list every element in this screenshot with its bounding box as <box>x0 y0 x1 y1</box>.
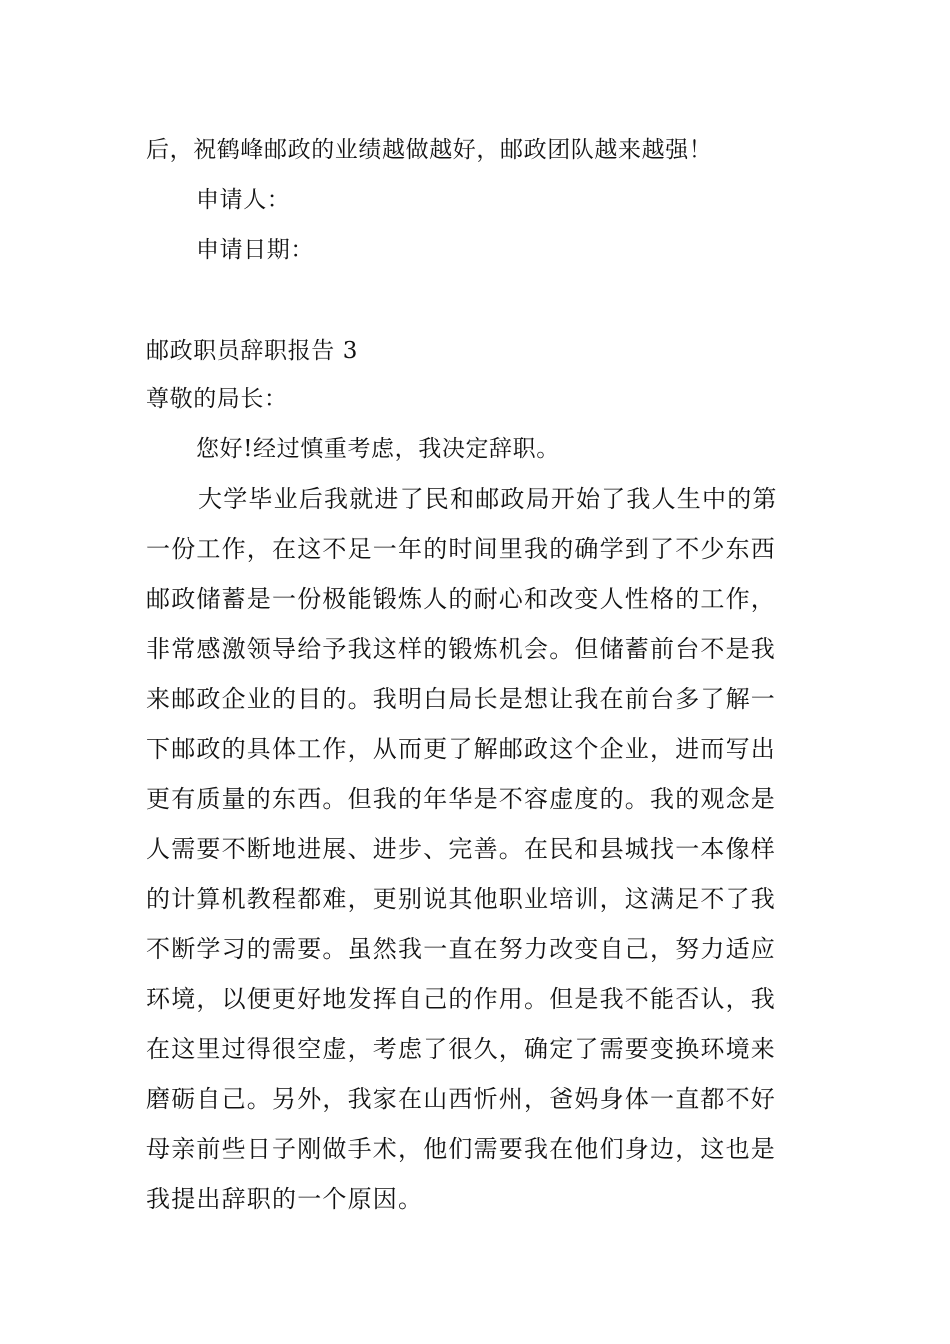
body-line: 不断学习的需要。虽然我一直在努力改变自己，努力适应 <box>146 935 776 963</box>
body-line: 下邮政的具体工作，从而更了解邮政这个企业，进而写出 <box>146 735 776 763</box>
body-line: 人需要不断地进展、进步、完善。在民和县城找一本像样 <box>146 835 776 863</box>
closing-wish-line: 后，祝鹤峰邮政的业绩越做越好，邮政团队越来越强！ <box>146 137 713 163</box>
body-line: 邮政储蓄是一份极能锻炼人的耐心和改变人性格的工作， <box>146 585 776 613</box>
body-line: 更有质量的东西。但我的年华是不容虚度的。我的观念是 <box>146 785 776 813</box>
body-line: 一份工作，在这不足一年的时间里我的确学到了不少东西 <box>146 535 776 563</box>
applicant-label: 申请人： <box>196 187 291 213</box>
body-line: 非常感激领导给予我这样的锻炼机会。但储蓄前台不是我 <box>146 635 776 663</box>
body-line: 环境，以便更好地发挥自己的作用。但是我不能否认，我 <box>146 985 776 1013</box>
body-line: 我提出辞职的一个原因。 <box>146 1185 424 1213</box>
body-line: 来邮政企业的目的。我明白局长是想让我在前台多了解一 <box>146 685 776 713</box>
body-line: 母亲前些日子刚做手术，他们需要我在他们身边，这也是 <box>146 1135 776 1163</box>
salutation: 尊敬的局长： <box>146 386 288 412</box>
application-date-label: 申请日期： <box>196 237 314 263</box>
body-line: 在这里过得很空虚，考虑了很久，确定了需要变换环境来 <box>146 1035 776 1063</box>
report-title: 邮政职员辞职报告 3 <box>146 338 358 364</box>
body-line: 的计算机教程都难，更别说其他职业培训，这满足不了我 <box>146 885 776 913</box>
body-line: 磨砺自己。另外，我家在山西忻州，爸妈身体一直都不好 <box>146 1085 776 1113</box>
opening-line: 您好!经过慎重考虑，我决定辞职。 <box>196 436 560 462</box>
body-line: 大学毕业后我就进了民和邮政局开始了我人生中的第 <box>198 485 778 513</box>
